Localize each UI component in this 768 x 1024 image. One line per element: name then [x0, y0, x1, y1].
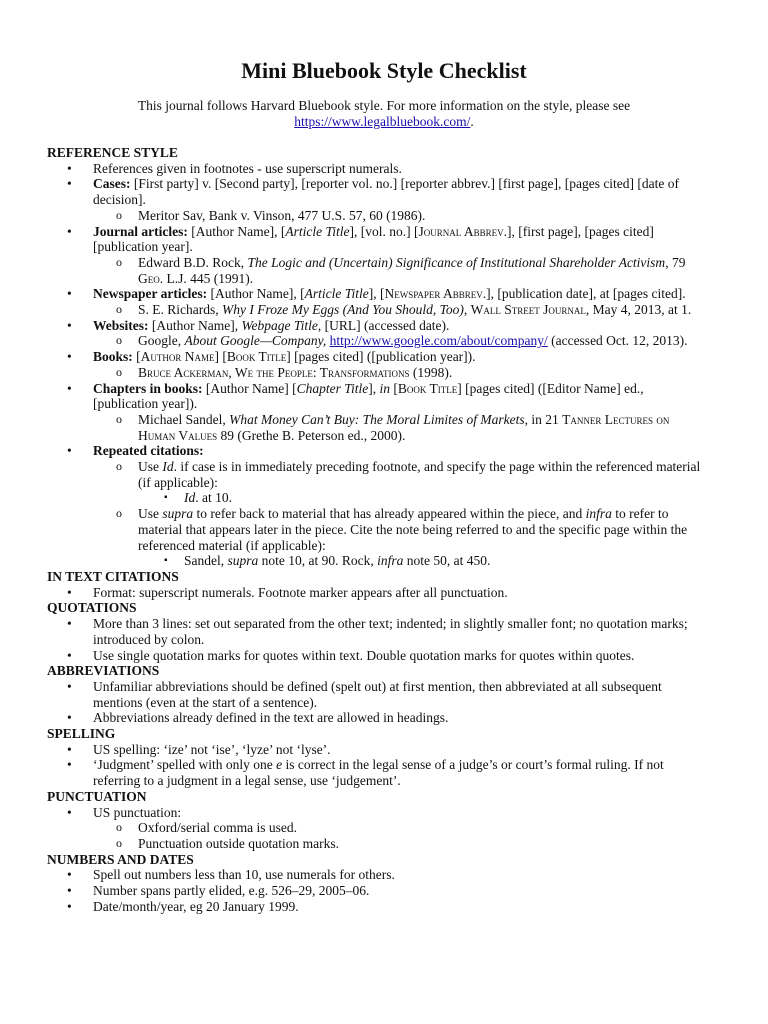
- example-item: o Michael Sandel, What Money Can’t Buy: The Moral Limites of Markets, in 21 Tanner Lectures on Human Values 89 (Grethe B. Peterson ed., 2000).: [93, 412, 707, 443]
- section-heading-abbreviations: ABBREVIATIONS: [47, 663, 160, 679]
- section-heading-punctuation: PUNCTUATION: [47, 788, 147, 804]
- sub-item-id: o Use Id. if case is in immediately preceding footnote, and specify the page within the referenced material (if applicable): ▪ Id. at 10.: [93, 459, 707, 506]
- list-item: • US spelling: ‘ize’ not ‘ise’, ‘lyze’ not ‘lyse’.: [47, 742, 707, 758]
- example-item: o Google, About Google—Company, http://www.google.com/about/company/ (accessed Oct. 12, 2013).: [93, 333, 707, 349]
- list-item: • Unfamiliar abbreviations should be defined (spelt out) at first mention, then abbreviated at all subsequent mentions (even at the start of a sentence).: [47, 679, 707, 710]
- section-heading-spelling: SPELLING: [47, 726, 116, 742]
- section-heading-in-text: IN TEXT CITATIONS: [47, 568, 179, 584]
- list-item: • Use single quotation marks for quotes within text. Double quotation marks for quotes within quotes.: [47, 648, 707, 664]
- section-heading-reference-style: REFERENCE STYLE: [47, 145, 178, 160]
- example-item: ▪ Sandel, supra note 10, at 90. Rock, infra note 50, at 450.: [138, 553, 707, 569]
- sub-item: o Oxford/serial comma is used.: [93, 820, 707, 836]
- section-heading-quotations: QUOTATIONS: [47, 600, 137, 616]
- sub-item-supra: o Use supra to refer back to material that has already appeared within the piece, and infra to refer to material that appears later in the piece. Cite the note being referred to and the specific page within the referenced material (if applicable): ▪ Sandel, supra note 10, at 90. Rock, infra note 50, at 450.: [93, 506, 707, 569]
- checklist-body: [47, 145, 707, 914]
- list-item-chapters: • Chapters in books: [Author Name] [Chapter Title], in [Book Title] [pages cited] ([Editor Name] ed., [publication year]). o Michael Sandel, What Money Can’t Buy: The Moral Limites of Markets, in 21 Tanner Lectures on Human Values 89 (Grethe B. Peterson ed., 2000).: [47, 381, 707, 444]
- list-item: • More than 3 lines: set out separated from the other text; indented; in slightly smaller font; no quotation marks; introduced by colon.: [47, 616, 707, 647]
- page-title: Mini Bluebook Style Checklist: [241, 58, 527, 83]
- list-item-books: • Books: [Author Name] [Book Title] [pages cited] ([publication year]). o Bruce Ackerman, We the People: Transformations (1998).: [47, 349, 707, 380]
- list-item: • ‘Judgment’ spelled with only one e is correct in the legal sense of a judge’s or court’s formal ruling. If not referring to a judgment in a legal sense, use ‘judgement’.: [47, 757, 707, 788]
- example-item: o Bruce Ackerman, We the People: Transformations (1998).: [93, 365, 707, 381]
- list-item: • US punctuation: o Oxford/serial comma is used. o Punctuation outside quotation marks.: [47, 805, 707, 852]
- intro-paragraph: This journal follows Harvard Bluebook style. For more information on the style, please see https://www.legalbluebook.com/.: [137, 98, 631, 129]
- example-item: ▪ Id. at 10.: [138, 490, 707, 506]
- list-item-repeated: • Repeated citations: o Use Id. if case is in immediately preceding footnote, and specify the page within the referenced material (if applicable): ▪ Id. at 10. o Use supra to refer back to material that has already appeared within the piece, and infra to refer to material that appears later in the piece. Cite the note being referred to and the specific page within the referenced material (if applicable): ▪ Sandel, supra note 10, at 90. Rock, infra note 50, at 450.: [47, 443, 707, 569]
- list-item-journal: • Journal articles: [Author Name], [Article Title], [vol. no.] [Journal Abbrev.], [first page], [pages cited] [publication year]. o Edward B.D. Rock, The Logic and (Uncertain) Significance of Institutional Shareholder Activism, 79 Geo. L.J. 445 (1991).: [47, 224, 707, 287]
- list-item: • Format: superscript numerals. Footnote marker appears after all punctuation.: [47, 585, 707, 601]
- list-item-websites: • Websites: [Author Name], Webpage Title, [URL] (accessed date). o Google, About Google—Company, http://www.google.com/about/company/ (accessed Oct. 12, 2013).: [47, 318, 707, 349]
- list-item: • Date/month/year, eg 20 January 1999.: [47, 899, 707, 915]
- list-item: • Number spans partly elided, e.g. 526–29, 2005–06.: [47, 883, 707, 899]
- sub-item: o Punctuation outside quotation marks.: [93, 836, 707, 852]
- google-link[interactable]: http://www.google.com/about/company/: [329, 333, 548, 349]
- intro-text: This journal follows Harvard Bluebook style. For more information on the style, please see: [137, 98, 631, 113]
- section-heading-numbers: NUMBERS AND DATES: [47, 851, 194, 867]
- bluebook-link[interactable]: https://www.legalbluebook.com/: [294, 114, 471, 129]
- reference-style-list: [47, 161, 707, 569]
- list-item: • Abbreviations already defined in the text are allowed in headings.: [47, 710, 707, 726]
- list-item-newspaper: • Newspaper articles: [Author Name], [Article Title], [Newspaper Abbrev.], [publication date], at [pages cited]. o S. E. Richards, Why I Froze My Eggs (And You Should, Too), Wall Street Journal, May 4, 2013, at 1.: [47, 286, 707, 317]
- list-item: • References given in footnotes - use superscript numerals.: [47, 161, 707, 177]
- example-item: o Edward B.D. Rock, The Logic and (Uncertain) Significance of Institutional Shareholder Activism, 79 Geo. L.J. 445 (1991).: [93, 255, 707, 286]
- example-item: o S. E. Richards, Why I Froze My Eggs (And You Should, Too), Wall Street Journal, May 4, 2013, at 1.: [93, 302, 707, 318]
- list-item-cases: • Cases: [First party] v. [Second party], [reporter vol. no.] [reporter abbrev.] [first page], [pages cited] [date of decision]. o Meritor Sav, Bank v. Vinson, 477 U.S. 57, 60 (1986).: [47, 176, 707, 223]
- example-item: o Meritor Sav, Bank v. Vinson, 477 U.S. 57, 60 (1986).: [93, 208, 707, 224]
- list-item: • Spell out numbers less than 10, use numerals for others.: [47, 867, 707, 883]
